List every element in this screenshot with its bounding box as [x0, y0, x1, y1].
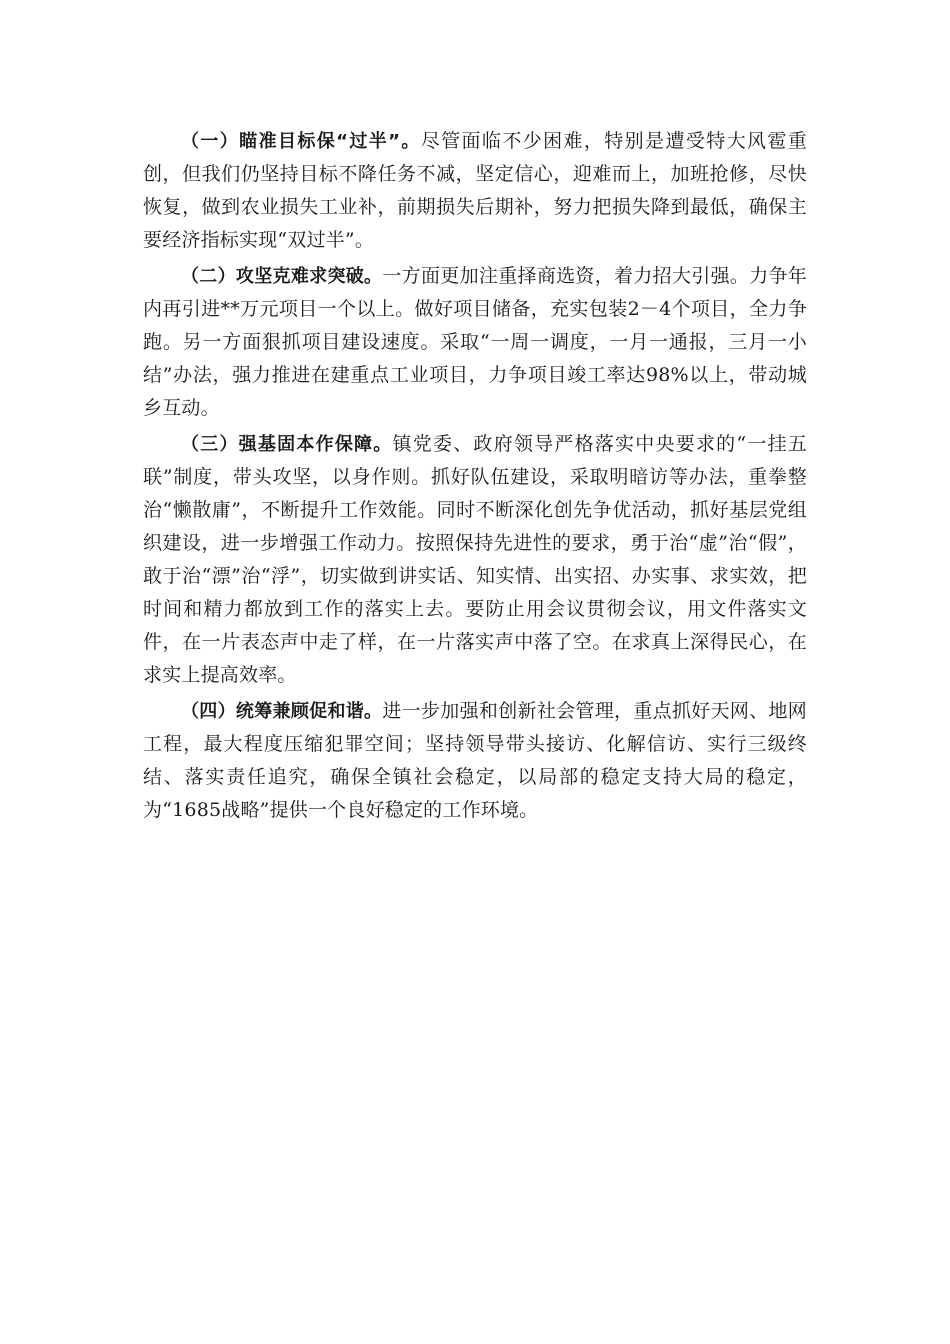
paragraph-1-text: 尽管面临不少困难，特别是遭受特大风雹重创，但我们仍坚持目标不降任务不减，坚定信心，迎难而上，加班抢修，尽快恢复，做到农业损失工业补，前期损失后期补，努力把损失降到最低，确保主要经济指标实现“双过半”。	[143, 130, 807, 251]
paragraph-2-text: 一方面更加注重择商选资，着力招大引强。力争年内再引进**万元项目一个以上。做好项目储备，充实包装2－4个项目，全力争跑。另一方面狠抓项目建设速度。采取“一周一调度，一月一通报，三月一小结”办法，强力推进在建重点工业项目，力争项目竣工率达98%以上，带动城乡互动。	[143, 265, 808, 419]
paragraph-1-heading: （一）瞄准目标保“过半”。	[181, 131, 421, 152]
paragraph-2-heading: （二）攻坚克难求突破。	[181, 266, 383, 287]
paragraph-4-heading: （四）统筹兼顾促和谐。	[181, 701, 383, 722]
document-body	[143, 125, 807, 830]
paragraph-3-text: 镇党委、政府领导严格落实中央要求的“一挂五联”制度，带头攻坚，以身作则。抓好队伍建设，采取明暗访等办法，重拳整治“懒散庸”，不断提升工作效能。同时不断深化创先争优活动，抓好基层党组织建设，进一步增强工作动力。按照保持先进性的要求，勇于治“虚”治“假”，敢于治“漂”治“浮”，切实做到讲实话、知实情、出实招、办实事、求实效，把时间和精力都放到工作的落实上去。要防止用会议贯彻会议，用文件落实文件，在一片表态声中走了样，在一片落实声中落了空。在求真上深得民心，在求实上提高效率。	[143, 433, 807, 686]
paragraph-3-heading: （三）强基固本作保障。	[181, 434, 393, 455]
paragraph-1	[143, 125, 807, 257]
paragraph-4	[143, 695, 807, 827]
paragraph-4-text: 进一步加强和创新社会管理，重点抓好天网、地网工程，最大程度压缩犯罪空间；坚持领导带头接访、化解信访、实行三级终结、落实责任追究，确保全镇社会稳定，以局部的稳定支持大局的稳定，为“1685战略”提供一个良好稳定的工作环境。	[143, 700, 808, 821]
paragraph-3	[143, 428, 807, 692]
paragraph-2	[143, 260, 807, 425]
